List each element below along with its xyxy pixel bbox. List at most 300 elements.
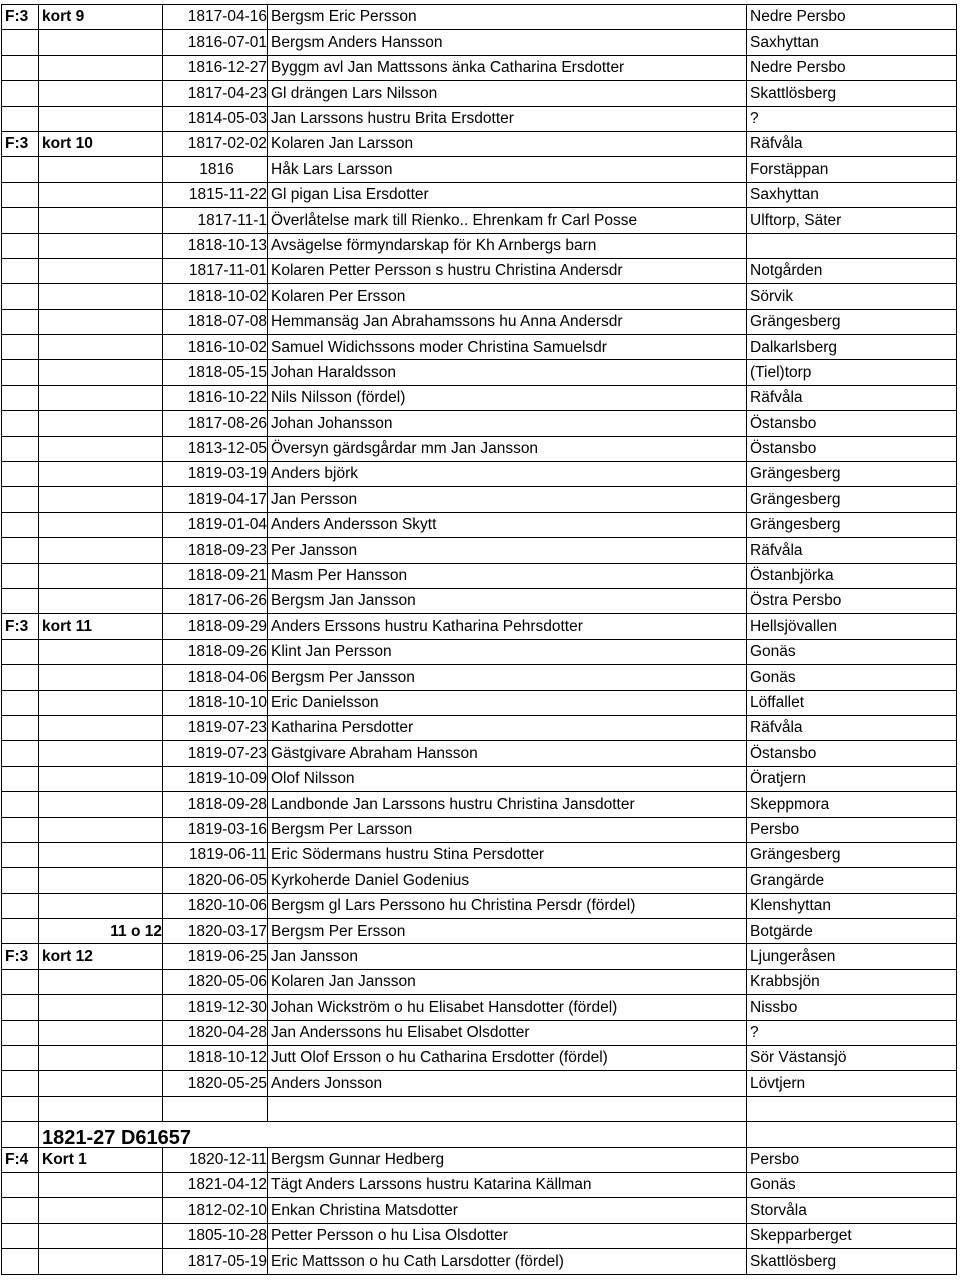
card-number-cell <box>39 690 163 715</box>
table-row <box>2 766 957 791</box>
card-number-cell <box>39 792 163 817</box>
archive-code-cell <box>2 1071 39 1096</box>
date-cell: 1816-10-22 <box>163 385 268 410</box>
description-cell: Bergsm gl Lars Perssono hu Christina Persdr (fördel) <box>268 893 747 918</box>
card-number-cell <box>39 436 163 461</box>
description-cell: Jan Jansson <box>268 944 747 969</box>
table-row <box>2 5 957 30</box>
card-number-cell <box>39 868 163 893</box>
archive-code-cell <box>2 766 39 791</box>
card-number-cell <box>39 106 163 131</box>
card-number-cell <box>39 1046 163 1071</box>
place-cell: Notgården <box>747 258 957 283</box>
description-cell: Anders björk <box>268 462 747 487</box>
date-cell: 1818-10-02 <box>163 284 268 309</box>
description-cell: Eric Mattsson o hu Cath Larsdotter (fördel) <box>268 1249 747 1274</box>
description-cell: Gl pigan Lisa Ersdotter <box>268 182 747 207</box>
archive-code-cell: F:3 <box>2 131 39 156</box>
archive-code-cell <box>2 55 39 80</box>
card-number-cell <box>39 741 163 766</box>
card-number-cell: Kort 1 <box>39 1147 163 1172</box>
description-cell: Avsägelse förmyndarskap för Kh Arnbergs barn <box>268 233 747 258</box>
table-row <box>2 360 957 385</box>
archive-code-cell <box>2 1198 39 1223</box>
card-number-cell: 11 o 12 <box>39 919 163 944</box>
date-cell: 1820-06-05 <box>163 868 268 893</box>
place-cell: Ljungeråsen <box>747 944 957 969</box>
description-cell: Överlåtelse mark till Rienko.. Ehrenkam fr Carl Posse <box>268 208 747 233</box>
archive-code-cell <box>2 1172 39 1197</box>
card-number-cell <box>39 335 163 360</box>
place-cell: Grangärde <box>747 868 957 893</box>
table-row <box>2 309 957 334</box>
card-number-cell <box>39 1071 163 1096</box>
section-heading-cell <box>39 1122 268 1147</box>
date-cell: 1819-01-04 <box>163 512 268 537</box>
card-number-cell <box>39 893 163 918</box>
card-number-cell: kort 12 <box>39 944 163 969</box>
card-number-cell <box>39 715 163 740</box>
place-cell: Sörvik <box>747 284 957 309</box>
place-cell: Östansbo <box>747 436 957 461</box>
table-row <box>2 792 957 817</box>
card-number-cell: kort 9 <box>39 5 163 30</box>
place-cell: Östansbo <box>747 411 957 436</box>
card-number-cell <box>39 157 163 182</box>
card-number-cell <box>39 81 163 106</box>
table-row <box>2 817 957 842</box>
table-row <box>2 944 957 969</box>
table-row <box>2 690 957 715</box>
description-cell: Jan Anderssons hu Elisabet Olsdotter <box>268 1020 747 1045</box>
archive-code-cell <box>2 842 39 867</box>
description-cell: Jan Persson <box>268 487 747 512</box>
date-cell: 1820-05-25 <box>163 1071 268 1096</box>
table-row <box>2 614 957 639</box>
table-row <box>2 868 957 893</box>
place-cell: Skepparberget <box>747 1223 957 1248</box>
table-row <box>2 30 957 55</box>
place-cell: Gonäs <box>747 639 957 664</box>
date-cell: 1805-10-28 <box>163 1223 268 1248</box>
description-cell: Bergsm Per Larsson <box>268 817 747 842</box>
archive-code-cell <box>2 487 39 512</box>
archive-code-cell <box>2 411 39 436</box>
empty-cell <box>268 1122 747 1147</box>
section-heading: 1821-27 D61657 <box>42 1127 192 1148</box>
table-row <box>2 1223 957 1248</box>
date-cell: 1815-11-22 <box>163 182 268 207</box>
place-cell: Grängesberg <box>747 462 957 487</box>
description-cell: Enkan Christina Matsdotter <box>268 1198 747 1223</box>
date-cell: 1817-11-01 <box>163 258 268 283</box>
archive-code-cell <box>2 1046 39 1071</box>
date-cell: 1821-04-12 <box>163 1172 268 1197</box>
place-cell: Hellsjövallen <box>747 614 957 639</box>
table-row <box>2 969 957 994</box>
archive-code-cell <box>2 462 39 487</box>
description-cell: Gl drängen Lars Nilsson <box>268 81 747 106</box>
table-row <box>2 55 957 80</box>
description-cell: Anders Andersson Skytt <box>268 512 747 537</box>
card-number-cell <box>39 1223 163 1248</box>
description-cell: Översyn gärdsgårdar mm Jan Jansson <box>268 436 747 461</box>
card-number-cell <box>39 1198 163 1223</box>
card-number-cell <box>39 208 163 233</box>
card-number-cell <box>39 233 163 258</box>
date-cell: 1820-10-06 <box>163 893 268 918</box>
place-cell: Persbo <box>747 817 957 842</box>
date-cell: 1819-03-16 <box>163 817 268 842</box>
table-row <box>2 1020 957 1045</box>
place-cell: Grängesberg <box>747 512 957 537</box>
description-cell: Johan Johansson <box>268 411 747 436</box>
card-number-cell <box>39 309 163 334</box>
date-cell: 1818-05-15 <box>163 360 268 385</box>
archive-code-cell <box>2 1249 39 1274</box>
description-cell: Tägt Anders Larssons hustru Katarina Källman <box>268 1172 747 1197</box>
description-cell: Kolaren Petter Persson s hustru Christina Andersdr <box>268 258 747 283</box>
empty-cell <box>747 1096 957 1121</box>
archive-code-cell <box>2 690 39 715</box>
archive-code-cell <box>2 106 39 131</box>
description-cell: Byggm avl Jan Mattssons änka Catharina Ersdotter <box>268 55 747 80</box>
description-cell: Masm Per Hansson <box>268 563 747 588</box>
place-cell: Nedre Persbo <box>747 55 957 80</box>
card-number-cell <box>39 1249 163 1274</box>
date-cell: 1817-02-02 <box>163 131 268 156</box>
archive-code-cell <box>2 969 39 994</box>
card-number-cell <box>39 1020 163 1045</box>
description-cell: Johan Haraldsson <box>268 360 747 385</box>
archive-code-cell <box>2 715 39 740</box>
archive-code-cell <box>2 538 39 563</box>
card-number-cell <box>39 639 163 664</box>
table-row <box>2 284 957 309</box>
description-cell: Bergsm Gunnar Hedberg <box>268 1147 747 1172</box>
description-cell: Anders Erssons hustru Katharina Pehrsdotter <box>268 614 747 639</box>
card-number-cell <box>39 411 163 436</box>
table-row <box>2 995 957 1020</box>
table-row <box>2 639 957 664</box>
place-cell: Öratjern <box>747 766 957 791</box>
table-row <box>2 208 957 233</box>
archive-code-cell <box>2 1020 39 1045</box>
archive-code-cell <box>2 284 39 309</box>
place-cell: Saxhyttan <box>747 30 957 55</box>
card-number-cell <box>39 995 163 1020</box>
table-row <box>2 335 957 360</box>
date-cell: 1818-10-12 <box>163 1046 268 1071</box>
card-number-cell <box>39 462 163 487</box>
table-row <box>2 893 957 918</box>
archive-code-cell: F:4 <box>2 1147 39 1172</box>
description-cell: Johan Wickström o hu Elisabet Hansdotter (fördel) <box>268 995 747 1020</box>
place-cell: Persbo <box>747 1147 957 1172</box>
date-cell: 1819-04-17 <box>163 487 268 512</box>
table-row <box>2 1249 957 1274</box>
date-cell: 1819-07-23 <box>163 715 268 740</box>
card-number-cell <box>39 969 163 994</box>
date-cell: 1818-09-26 <box>163 639 268 664</box>
archive-code-cell <box>2 995 39 1020</box>
card-number-cell <box>39 817 163 842</box>
card-number-cell <box>39 563 163 588</box>
date-cell: 1819-10-09 <box>163 766 268 791</box>
archive-code-cell <box>2 385 39 410</box>
description-cell: Kolaren Jan Larsson <box>268 131 747 156</box>
card-number-cell <box>39 182 163 207</box>
table-row <box>2 563 957 588</box>
place-cell: ? <box>747 106 957 131</box>
place-cell: Räfvåla <box>747 538 957 563</box>
card-number-cell: kort 10 <box>39 131 163 156</box>
table-row <box>2 182 957 207</box>
table-row <box>2 538 957 563</box>
archive-code-cell <box>2 868 39 893</box>
place-cell: Räfvåla <box>747 715 957 740</box>
spacer-row <box>2 1096 957 1121</box>
card-number-cell <box>39 766 163 791</box>
date-cell: 1818-07-08 <box>163 309 268 334</box>
description-cell: Per Jansson <box>268 538 747 563</box>
place-cell: Skattlösberg <box>747 1249 957 1274</box>
table-row <box>2 258 957 283</box>
date-cell: 1819-12-30 <box>163 995 268 1020</box>
description-cell: Anders Jonsson <box>268 1071 747 1096</box>
archive-code-cell <box>2 360 39 385</box>
description-cell: Samuel Widichssons moder Christina Samuelsdr <box>268 335 747 360</box>
table-row <box>2 1198 957 1223</box>
table-row <box>2 131 957 156</box>
card-number-cell <box>39 512 163 537</box>
description-cell: Bergsm Jan Jansson <box>268 588 747 613</box>
empty-cell <box>2 1122 39 1147</box>
archive-code-cell <box>2 792 39 817</box>
table-row <box>2 665 957 690</box>
card-number-cell <box>39 385 163 410</box>
card-number-cell <box>39 258 163 283</box>
date-cell: 1817-05-19 <box>163 1249 268 1274</box>
date-cell: 1816 <box>163 157 268 182</box>
place-cell: Forstäppan <box>747 157 957 182</box>
place-cell: Dalkarlsberg <box>747 335 957 360</box>
date-cell: 1816-12-27 <box>163 55 268 80</box>
table-row <box>2 741 957 766</box>
table-row <box>2 385 957 410</box>
place-cell: Botgärde <box>747 919 957 944</box>
card-number-cell <box>39 30 163 55</box>
description-cell: Bergsm Per Jansson <box>268 665 747 690</box>
card-number-cell <box>39 538 163 563</box>
card-number-cell <box>39 665 163 690</box>
date-cell: 1816-10-02 <box>163 335 268 360</box>
archive-code-cell <box>2 81 39 106</box>
archive-code-cell <box>2 817 39 842</box>
date-cell: 1819-06-25 <box>163 944 268 969</box>
archive-code-cell <box>2 157 39 182</box>
place-cell: Lövtjern <box>747 1071 957 1096</box>
description-cell: Klint Jan Persson <box>268 639 747 664</box>
table-row <box>2 487 957 512</box>
card-number-cell: kort 11 <box>39 614 163 639</box>
date-cell: 1817-11-1 <box>163 208 268 233</box>
empty-cell <box>163 1096 268 1121</box>
date-cell: 1817-04-16 <box>163 5 268 30</box>
table-row <box>2 233 957 258</box>
description-cell: Katharina Persdotter <box>268 715 747 740</box>
date-cell: 1818-09-21 <box>163 563 268 588</box>
date-cell: 1817-04-23 <box>163 81 268 106</box>
place-cell: Östansbo <box>747 741 957 766</box>
table-row <box>2 1071 957 1096</box>
archive-code-cell <box>2 1223 39 1248</box>
table-row <box>2 919 957 944</box>
place-cell: Gonäs <box>747 665 957 690</box>
date-cell: 1818-09-23 <box>163 538 268 563</box>
place-cell: Ulftorp, Säter <box>747 208 957 233</box>
date-cell: 1816-07-01 <box>163 30 268 55</box>
description-cell: Hemmansäg Jan Abrahamssons hu Anna Andersdr <box>268 309 747 334</box>
card-number-cell <box>39 487 163 512</box>
date-cell: 1817-08-26 <box>163 411 268 436</box>
description-cell: Bergsm Eric Persson <box>268 5 747 30</box>
archive-code-cell: F:3 <box>2 614 39 639</box>
table-row <box>2 1172 957 1197</box>
card-number-cell <box>39 55 163 80</box>
place-cell: Storvåla <box>747 1198 957 1223</box>
archive-code-cell <box>2 258 39 283</box>
description-cell: Håk Lars Larsson <box>268 157 747 182</box>
date-cell: 1818-09-29 <box>163 614 268 639</box>
archive-code-cell <box>2 563 39 588</box>
description-cell: Kolaren Jan Jansson <box>268 969 747 994</box>
card-number-cell <box>39 588 163 613</box>
empty-cell <box>268 1096 747 1121</box>
description-cell: Eric Danielsson <box>268 690 747 715</box>
date-cell: 1818-10-10 <box>163 690 268 715</box>
place-cell: Räfvåla <box>747 385 957 410</box>
table-row <box>2 411 957 436</box>
empty-cell <box>747 1122 957 1147</box>
place-cell: Nedre Persbo <box>747 5 957 30</box>
card-number-cell <box>39 284 163 309</box>
place-cell: ? <box>747 1020 957 1045</box>
table-row <box>2 715 957 740</box>
place-cell: Räfvåla <box>747 131 957 156</box>
card-number-cell <box>39 1172 163 1197</box>
place-cell: Sör Västansjö <box>747 1046 957 1071</box>
description-cell: Petter Persson o hu Lisa Olsdotter <box>268 1223 747 1248</box>
place-cell: Grängesberg <box>747 309 957 334</box>
description-cell: Bergsm Per Ersson <box>268 919 747 944</box>
place-cell: Saxhyttan <box>747 182 957 207</box>
table-row <box>2 436 957 461</box>
description-cell: Kolaren Per Ersson <box>268 284 747 309</box>
archive-code-cell <box>2 208 39 233</box>
place-cell: Nissbo <box>747 995 957 1020</box>
archive-code-cell <box>2 335 39 360</box>
place-cell: Krabbsjön <box>747 969 957 994</box>
date-cell: 1818-09-28 <box>163 792 268 817</box>
date-cell: 1820-03-17 <box>163 919 268 944</box>
date-cell: 1820-04-28 <box>163 1020 268 1045</box>
archive-code-cell <box>2 233 39 258</box>
place-cell: Klenshyttan <box>747 893 957 918</box>
empty-cell <box>39 1096 163 1121</box>
empty-cell <box>2 1096 39 1121</box>
description-cell: Jan Larssons hustru Brita Ersdotter <box>268 106 747 131</box>
description-cell: Bergsm Anders Hansson <box>268 30 747 55</box>
archive-code-cell <box>2 919 39 944</box>
table-row <box>2 462 957 487</box>
archive-code-cell <box>2 436 39 461</box>
place-cell <box>747 233 957 258</box>
card-number-cell <box>39 842 163 867</box>
archive-code-cell <box>2 665 39 690</box>
description-cell: Kyrkoherde Daniel Godenius <box>268 868 747 893</box>
place-cell: (Tiel)torp <box>747 360 957 385</box>
date-cell: 1814-05-03 <box>163 106 268 131</box>
description-cell: Landbonde Jan Larssons hustru Christina Jansdotter <box>268 792 747 817</box>
table-row <box>2 842 957 867</box>
date-cell: 1819-07-23 <box>163 741 268 766</box>
archive-code-cell <box>2 512 39 537</box>
table-row <box>2 588 957 613</box>
table-row <box>2 81 957 106</box>
date-cell: 1820-12-11 <box>163 1147 268 1172</box>
description-cell: Olof Nilsson <box>268 766 747 791</box>
archive-code-cell <box>2 741 39 766</box>
date-cell: 1819-03-19 <box>163 462 268 487</box>
date-cell: 1812-02-10 <box>163 1198 268 1223</box>
date-cell: 1818-10-13 <box>163 233 268 258</box>
description-cell: Eric Södermans hustru Stina Persdotter <box>268 842 747 867</box>
place-cell: Grängesberg <box>747 487 957 512</box>
table-row <box>2 106 957 131</box>
place-cell: Östanbjörka <box>747 563 957 588</box>
archive-code-cell <box>2 30 39 55</box>
place-cell: Gonäs <box>747 1172 957 1197</box>
archive-code-cell <box>2 893 39 918</box>
place-cell: Östra Persbo <box>747 588 957 613</box>
table-row <box>2 157 957 182</box>
place-cell: Grängesberg <box>747 842 957 867</box>
date-cell: 1818-04-06 <box>163 665 268 690</box>
place-cell: Skeppmora <box>747 792 957 817</box>
date-cell: 1820-05-06 <box>163 969 268 994</box>
table-row <box>2 512 957 537</box>
table-row <box>2 1147 957 1172</box>
description-cell: Jutt Olof Ersson o hu Catharina Ersdotter (fördel) <box>268 1046 747 1071</box>
archive-code-cell <box>2 588 39 613</box>
section-heading-row <box>2 1122 957 1147</box>
archive-code-cell: F:3 <box>2 944 39 969</box>
archive-code-cell <box>2 182 39 207</box>
card-number-cell <box>39 360 163 385</box>
register-table <box>1 4 957 1275</box>
place-cell: Löffallet <box>747 690 957 715</box>
archive-code-cell <box>2 639 39 664</box>
archive-code-cell <box>2 309 39 334</box>
table-row <box>2 1046 957 1071</box>
archive-code-cell: F:3 <box>2 5 39 30</box>
date-cell: 1817-06-26 <box>163 588 268 613</box>
place-cell: Skattlösberg <box>747 81 957 106</box>
description-cell: Gästgivare Abraham Hansson <box>268 741 747 766</box>
date-cell: 1813-12-05 <box>163 436 268 461</box>
description-cell: Nils Nilsson (fördel) <box>268 385 747 410</box>
